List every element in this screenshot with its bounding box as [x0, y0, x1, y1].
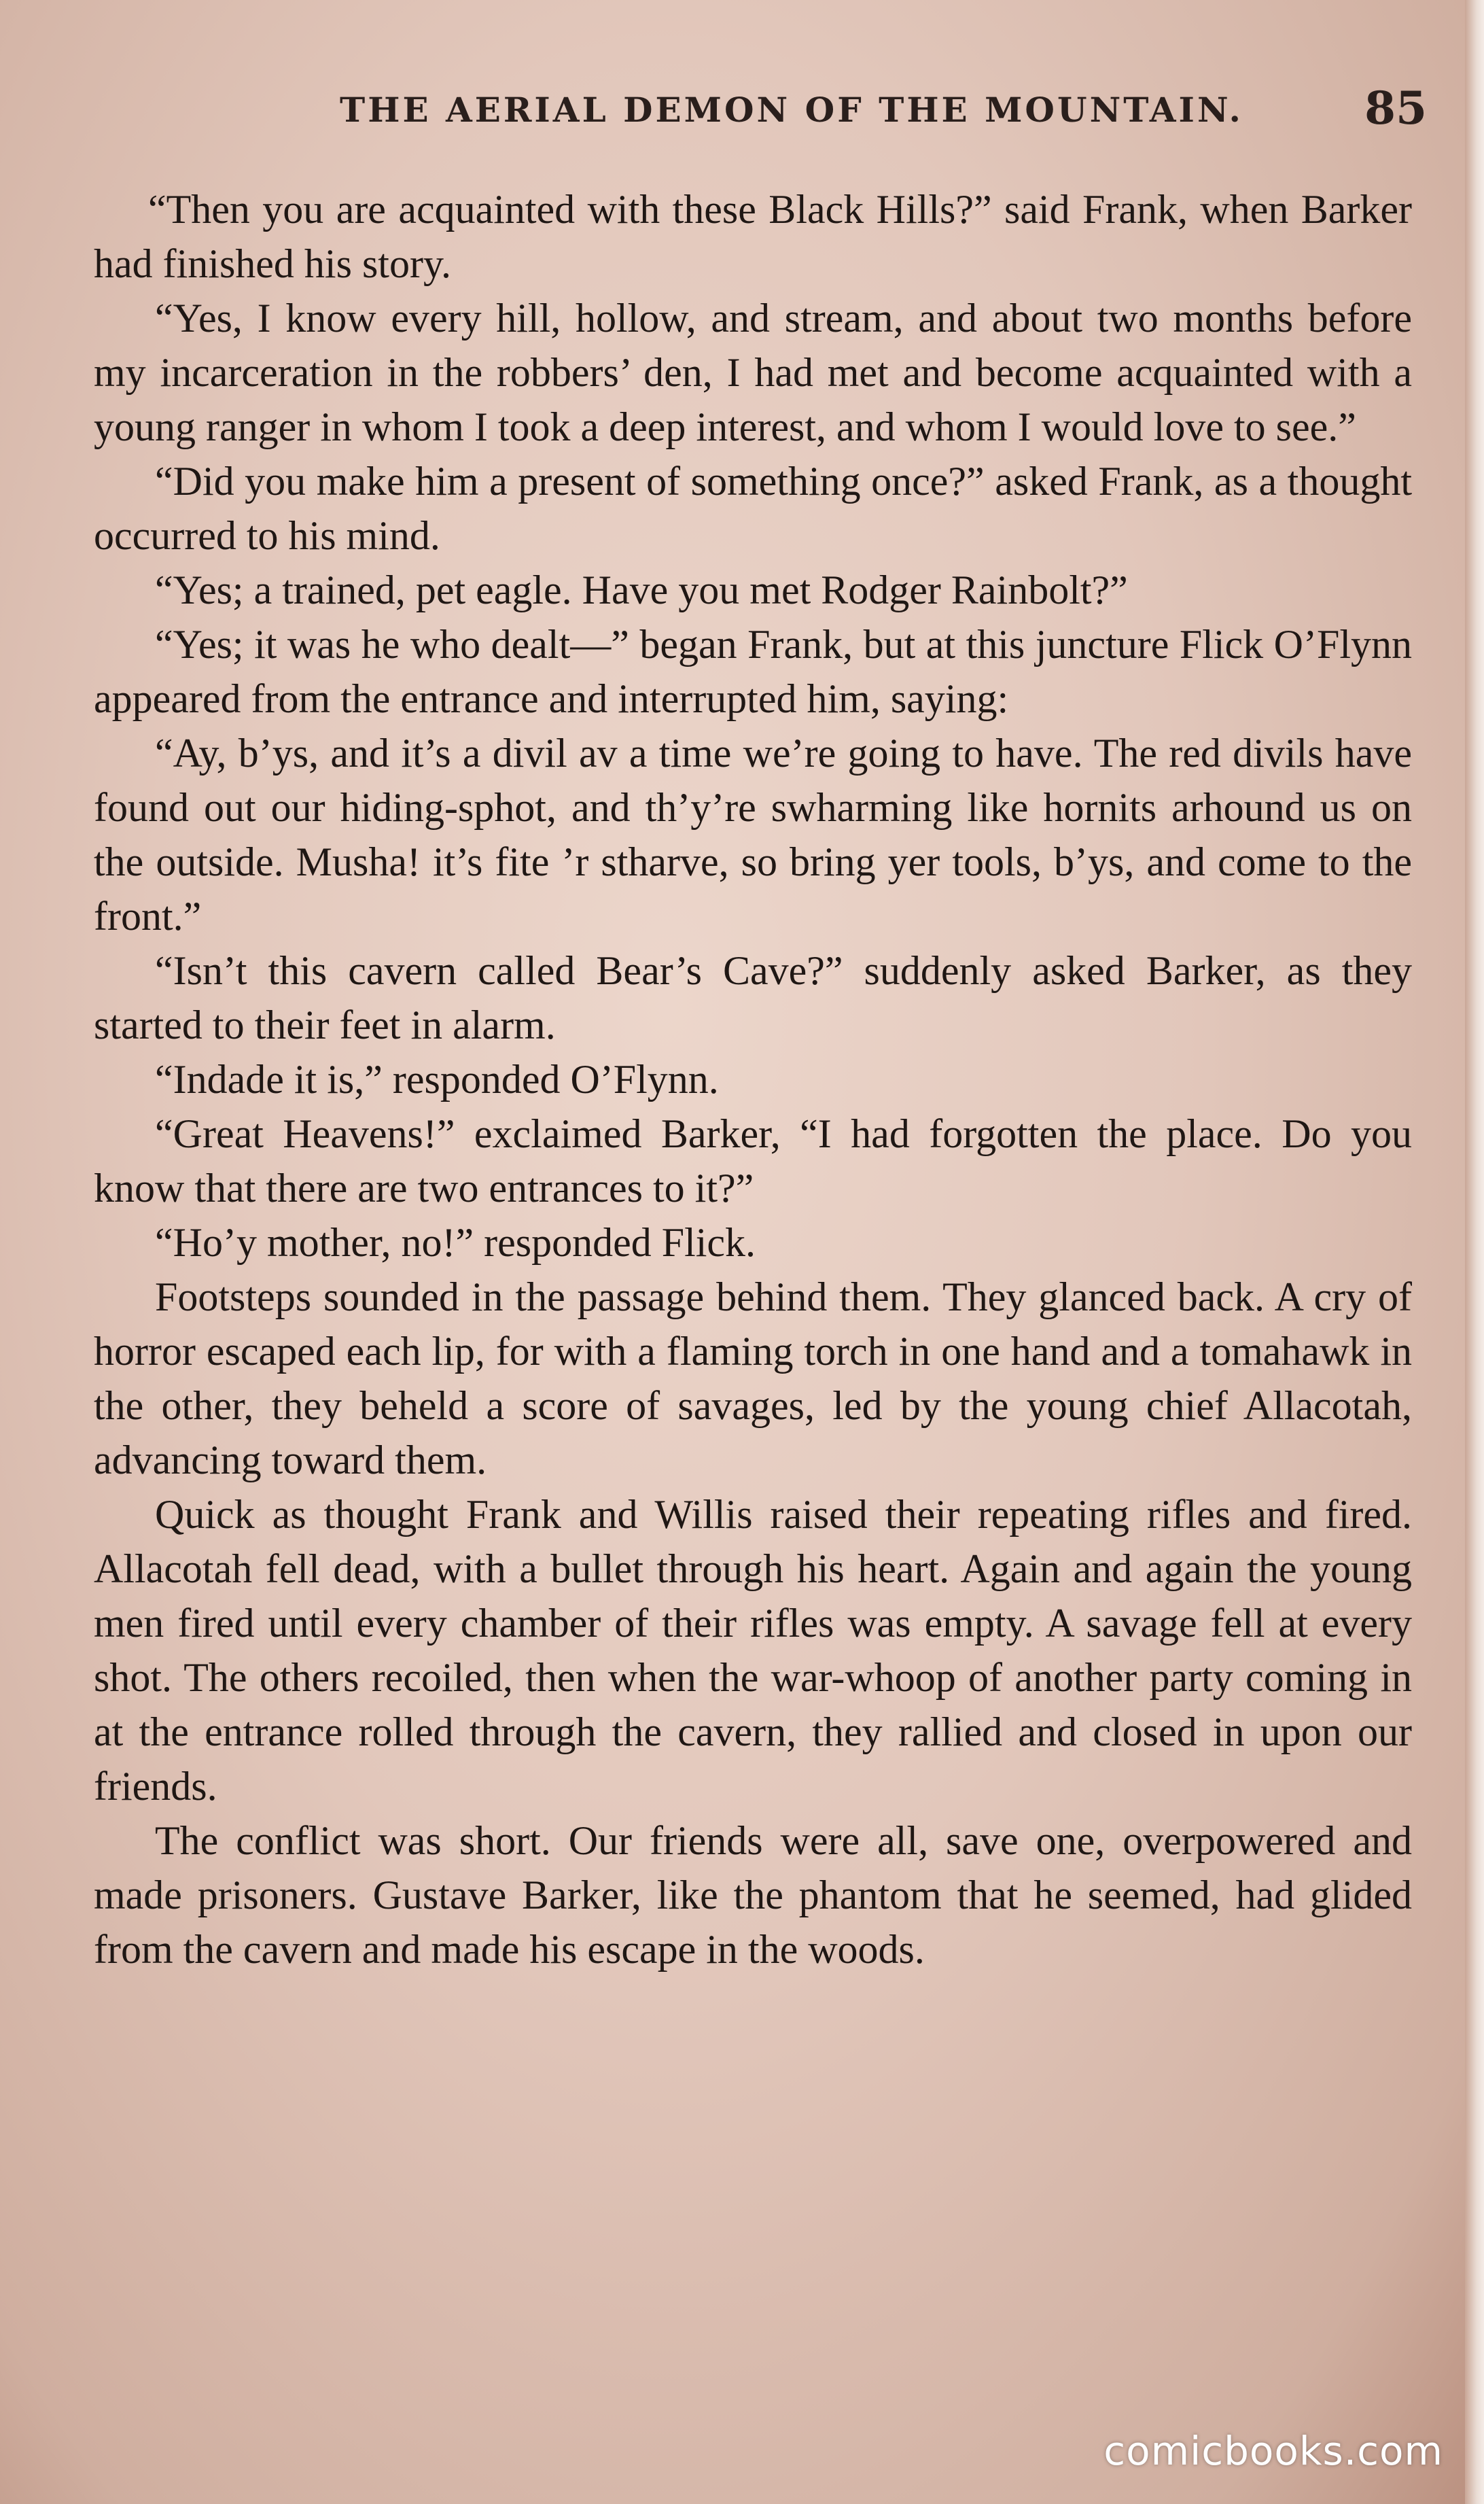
paragraph: “Did you make him a present of something once?” asked Frank, as a thought occurred to his mind. [94, 459, 1412, 558]
page-header [340, 82, 1427, 143]
paragraph: “Yes; it was he who dealt—” began Frank, but at this juncture Flick O’Flynn appeared from the entrance and interrupted him, saying: [94, 622, 1412, 721]
paragraph: “Yes, I know every hill, hollow, and stream, and about two months before my incarceration in the robbers’ den, I had met and become acquainted with a young ranger in whom I took a deep interest, and whom I would love to see.” [94, 296, 1412, 449]
paragraph: The conflict was short. Our friends were all, save one, overpowered and made prisoners. Gustave Barker, like the phantom that he seemed, had glided from the cavern and made his escape in the woods. [94, 1818, 1412, 1972]
paragraph: “Ay, b’ys, and it’s a divil av a time we’re going to have. The red divils have found out our hiding-sphot, and th’y’re swharming like hornits arhound us on the outside. Musha! it’s fite ’r stharve, so bring yer tools, b’ys, and come to the front.” [94, 731, 1412, 939]
running-head: THE AERIAL DEMON OF THE MOUNTAIN. [340, 90, 1243, 130]
paragraph: “Great Heavens!” exclaimed Barker, “I had forgotten the place. Do you know that there are two entrances to it?” [94, 1111, 1412, 1211]
page-edge [1465, 0, 1484, 2504]
paragraph: “Yes; a trained, pet eagle. Have you met Rodger Rainbolt?” [155, 568, 1128, 612]
paragraph: Footsteps sounded in the passage behind them. They glanced back. A cry of horror escaped each lip, for with a flaming torch in one hand and a tomahawk in the other, they beheld a score of savages, led by the young chief Allacotah, advancing toward them. [94, 1274, 1412, 1482]
page-number: 85 [1364, 82, 1427, 135]
paragraph: “Indade it is,” responded O’Flynn. [155, 1057, 719, 1102]
paragraph: “Then you are acquainted with these Black Hills?” said Frank, when Barker had finished his story. [94, 187, 1412, 286]
watermark: comicbooks.com [1103, 2428, 1443, 2474]
paragraph: “Isn’t this cavern called Bear’s Cave?” suddenly asked Barker, as they started to their feet in alarm. [94, 948, 1412, 1047]
paragraph: Quick as thought Frank and Willis raised their repeating rifles and fired. Allacotah fell dead, with a bullet through his heart. Again and again the young men fired until every chamber of their rifles was empty. A savage fell at every shot. The others recoiled, then when the war-whoop of another party coming in at the entrance rolled through the cavern, they rallied and closed in upon our friends. [94, 1492, 1412, 1809]
body-text [94, 182, 1412, 1977]
paragraph: “Ho’y mother, no!” responded Flick. [155, 1220, 756, 1265]
